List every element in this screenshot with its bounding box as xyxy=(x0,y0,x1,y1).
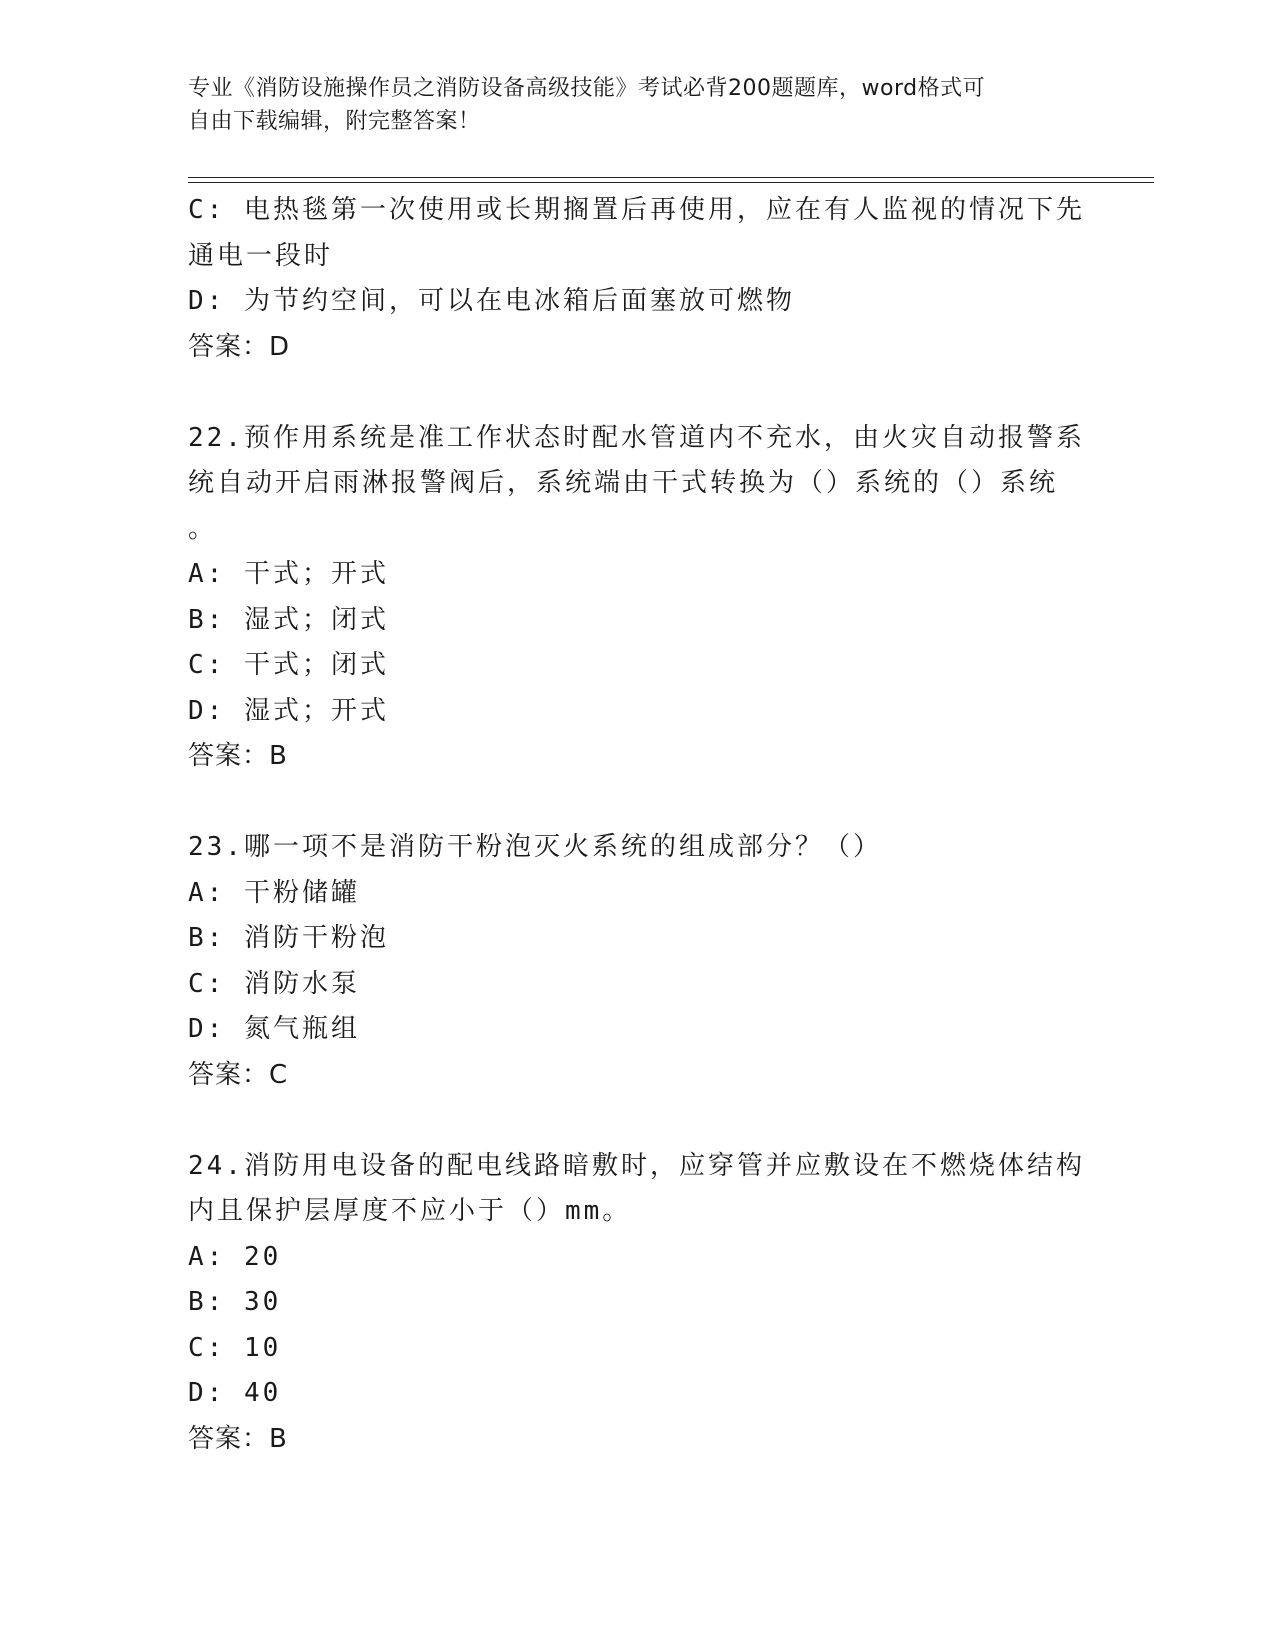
document-header xyxy=(188,72,1088,138)
question-stem-line: 。 xyxy=(188,513,218,544)
spacer xyxy=(188,1098,1078,1144)
question-22 xyxy=(188,416,1085,780)
option-d: D: 40 xyxy=(188,1378,282,1408)
spacer xyxy=(188,370,1078,416)
option-d: D: 湿式；开式 xyxy=(188,695,389,726)
option-c-line-2: 通电一段时 xyxy=(188,240,334,271)
header-divider-bottom xyxy=(188,182,1154,183)
header-line-1: 专业《消防设施操作员之消防设备高级技能》考试必背200题题库，word格式可 xyxy=(188,76,986,101)
question-23 xyxy=(188,825,1078,1098)
header-line-2: 自由下载编辑，附完整答案！ xyxy=(188,109,481,134)
option-d: D: 氮气瓶组 xyxy=(188,1014,360,1044)
question-21-continued xyxy=(188,188,1085,370)
question-stem-line: 统自动开启雨淋报警阀后，系统端由干式转换为（）系统的（）系统 xyxy=(188,468,1059,498)
question-content xyxy=(188,188,1085,1462)
option-c: C: 消防水泵 xyxy=(188,968,360,999)
header-divider-top xyxy=(188,177,1154,178)
option-c: C: 10 xyxy=(188,1332,282,1363)
option-b: B: 湿式；闭式 xyxy=(188,604,389,635)
option-c-line-1: C: 电热毯第一次使用或长期搁置后再使用，应在有人监视的情况下先 xyxy=(188,195,1085,225)
option-a: A: 20 xyxy=(188,1241,282,1272)
question-stem-line: 24.消防用电设备的配电线路暗敷时，应穿管并应敷设在不燃烧体结构 xyxy=(188,1150,1085,1181)
answer-line: 答案：D xyxy=(188,331,291,362)
option-d: D: 为节约空间，可以在电冰箱后面塞放可燃物 xyxy=(188,286,795,316)
option-b: B: 消防干粉泡 xyxy=(188,923,389,953)
spacer xyxy=(188,780,1078,826)
answer-line: 答案：B xyxy=(188,1423,288,1454)
option-b: B: 30 xyxy=(188,1287,282,1317)
question-stem-line: 内且保护层厚度不应小于（）mm。 xyxy=(188,1196,632,1226)
answer-line: 答案：B xyxy=(188,741,288,771)
option-c: C: 干式；闭式 xyxy=(188,650,389,680)
option-a: A: 干粉储罐 xyxy=(188,877,360,908)
option-a: A: 干式；开式 xyxy=(188,559,389,589)
answer-line: 答案：C xyxy=(188,1059,289,1090)
question-stem-line: 23.哪一项不是消防干粉泡灭火系统的组成部分？（） xyxy=(188,832,882,862)
question-24 xyxy=(188,1144,1085,1463)
question-stem-line: 22.预作用系统是准工作状态时配水管道内不充水，由火灾自动报警系 xyxy=(188,422,1085,453)
